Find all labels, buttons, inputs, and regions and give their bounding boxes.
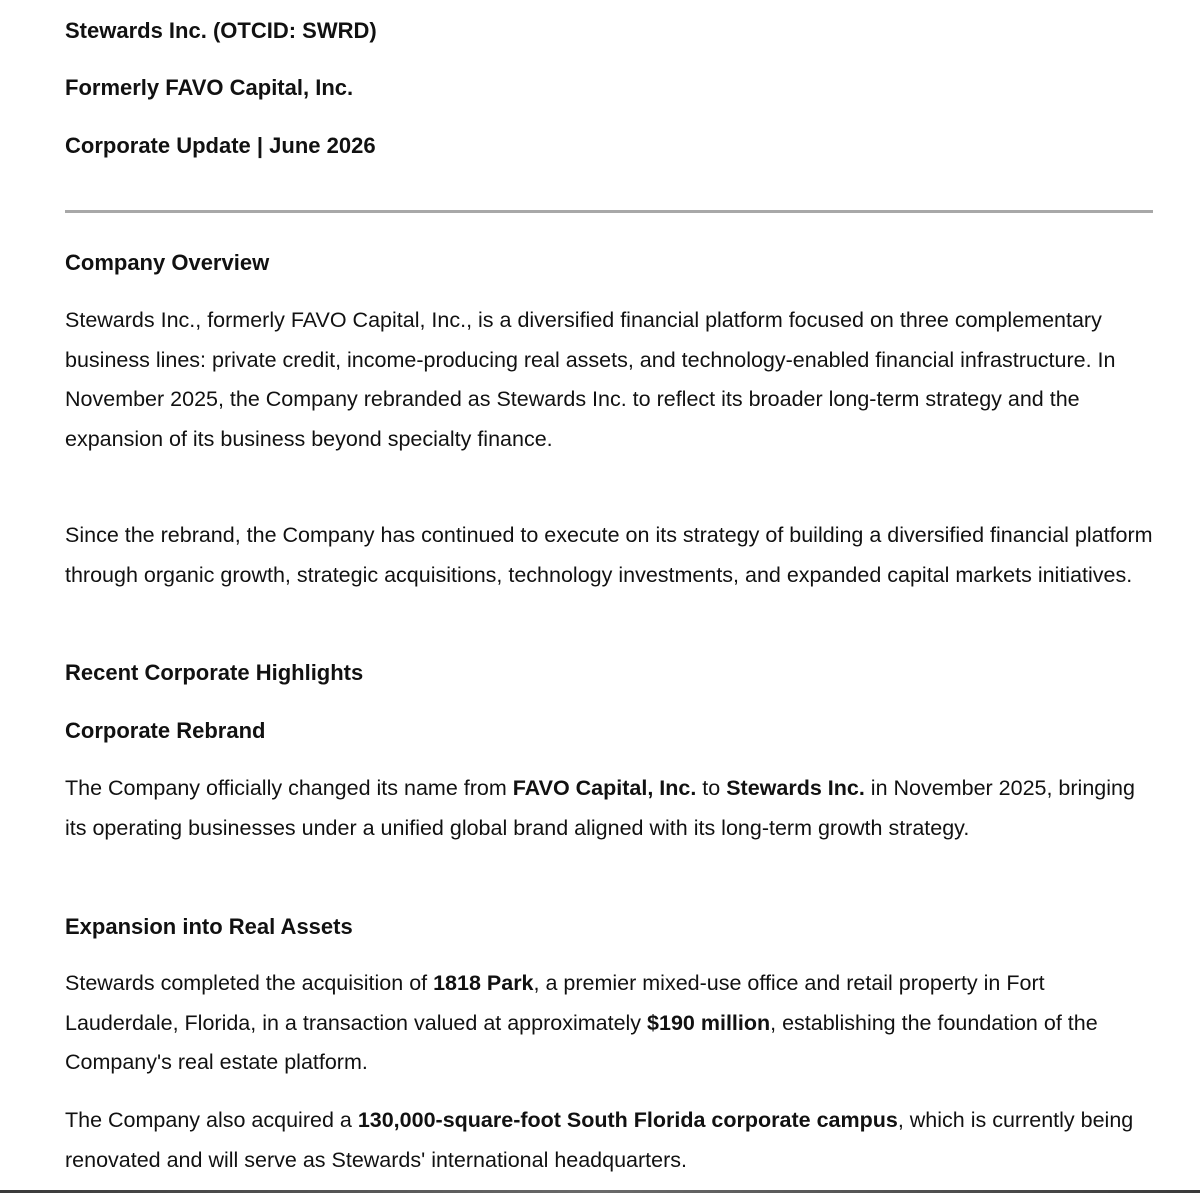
real-assets-paragraph-2: The Company also acquired a 130,000-square-foot South Florida corporate campus, which is currently being renovated and will serve as Stewards' international headquarters. [65,1108,1134,1172]
real-assets-paragraph-1: Stewards completed the acquisition of 1818 Park, a premier mixed-use office and retail property in Fort Lauderdale, Florida, in a transaction valued at approximately $190 million, establishing the foundation of the Company's real estate platform. [65,971,1098,1074]
campus-emphasis: 130,000-square-foot South Florida corporate campus [357,1108,898,1132]
former-name-emphasis: FAVO Capital, Inc. [512,776,697,800]
real-assets-heading: Expansion into Real Assets [65,914,353,939]
rebrand-paragraph: The Company officially changed its name from FAVO Capital, Inc. to Stewards Inc. in November 2025, bringing its operating businesses under a unified global brand aligned with its long-term growth strategy. [65,776,1135,840]
recent-highlights-heading: Recent Corporate Highlights [65,660,364,685]
property-name-emphasis: 1818 Park [433,971,534,995]
update-date-heading: Corporate Update | June 2026 [65,133,376,158]
horizontal-divider [65,210,1153,213]
company-overview-heading: Company Overview [65,250,270,275]
corporate-rebrand-heading: Corporate Rebrand [65,718,266,743]
former-name-heading: Formerly FAVO Capital, Inc. [65,75,354,100]
overview-paragraph-2: Since the rebrand, the Company has continued to execute on its strategy of building a diversified financial platform through organic growth, strategic acquisitions, technology investments, and expanded capital markets initiatives. [65,523,1153,587]
company-ticker-heading: Stewards Inc. (OTCID: SWRD) [65,18,377,43]
transaction-value-emphasis: $190 million [647,1010,771,1035]
overview-paragraph-1: Stewards Inc., formerly FAVO Capital, Inc., is a diversified financial platform focused on three complementary business lines: private credit, income-producing real assets, and technology-enabled financial infrastructure. In November 2025, the Company rebranded as Stewards Inc. to reflect its broader long-term strategy and the expansion of its business beyond specialty finance. [65,308,1116,451]
new-name-emphasis: Stewards Inc. [726,776,865,800]
